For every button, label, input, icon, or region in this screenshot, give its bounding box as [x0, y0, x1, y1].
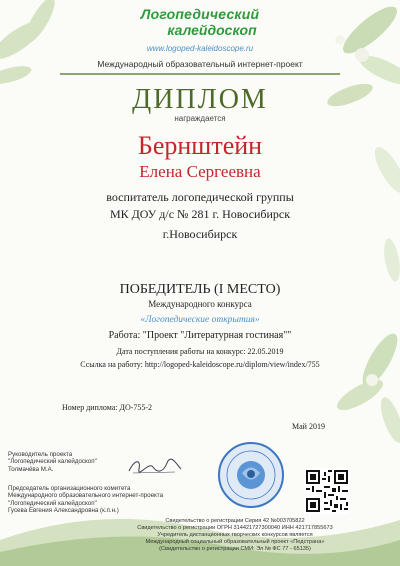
brand-title-line1: Логопедический [140, 6, 260, 22]
diploma-number: Номер диплома: ДО-755-2 [62, 403, 153, 412]
website-link[interactable]: www.logoped-kaleidoscope.ru [146, 44, 254, 53]
leader-name: Толмачёва М.А. [8, 465, 54, 473]
chair-role-2: Международного образовательного интернет-проекта [8, 492, 164, 500]
leader-signature [125, 455, 185, 477]
position-line-3: г.Новосибирск [162, 227, 238, 241]
chair-role-3: "Логопедический калейдоскоп" [8, 499, 97, 507]
project-subtitle: Международный образовательный интернет-проект [97, 59, 303, 69]
recipient-surname: Бернштейн [137, 131, 263, 160]
footer-line-2: Свидетельство о регистрации ОГРН 314421727300040 ИНН 421717855673 [137, 524, 333, 531]
position-line-2: МК ДОУ д/с № 281 г. Новосибирск [109, 207, 291, 221]
header-divider [60, 72, 340, 76]
chair-role-1: Председатель организационного комитета [8, 485, 131, 492]
contest-name: «Логопедические открытия» [140, 315, 260, 325]
received-date: Дата поступления работы на конкурс: 22.05.2019 [116, 347, 284, 356]
diploma-title: ДИПЛОМ [132, 84, 268, 115]
footer-line-1: Свидетельство о регистрации Серия 42 №003705822 [165, 518, 305, 524]
work-title: Работа: "Проект "Литературная гостиная"" [108, 330, 292, 341]
leader-role-1: Руководитель проекта [8, 451, 73, 458]
work-link[interactable]: Ссылка на работу: http://logoped-kaleidoscope.ru/diplom/view/index/755 [80, 360, 320, 369]
awarded-label: награждается [174, 114, 226, 123]
footer-line-4: Международный социальный образовательный проект «Педстранa» [145, 538, 325, 545]
qr-code [304, 468, 350, 514]
chair-name: Гусева Евгения Александровна (к.п.н.) [8, 507, 119, 515]
footer-line-3: Учредитель дистанционных творческих конкурсов является [157, 531, 313, 538]
footer-line-5: (Свидетельство о регистрации СМИ: Эл № ФС 77 - 65135) [159, 545, 311, 552]
place-award: ПОБЕДИТЕЛЬ (I МЕСТО) [119, 282, 281, 297]
recipient-given-names: Елена Сергеевна [139, 162, 261, 181]
position-line-1: воспитатель логопедической группы [106, 190, 294, 204]
issue-month: Май 2019 [292, 422, 325, 431]
brand-title-line2: калейдоскоп [167, 22, 257, 38]
official-stamp [216, 440, 286, 510]
contest-label: Международного конкурса [148, 299, 252, 309]
chair-signature-block [8, 485, 228, 515]
registration-footer [70, 518, 400, 553]
leader-role-2: "Логопедический калейдоскоп" [8, 458, 97, 466]
